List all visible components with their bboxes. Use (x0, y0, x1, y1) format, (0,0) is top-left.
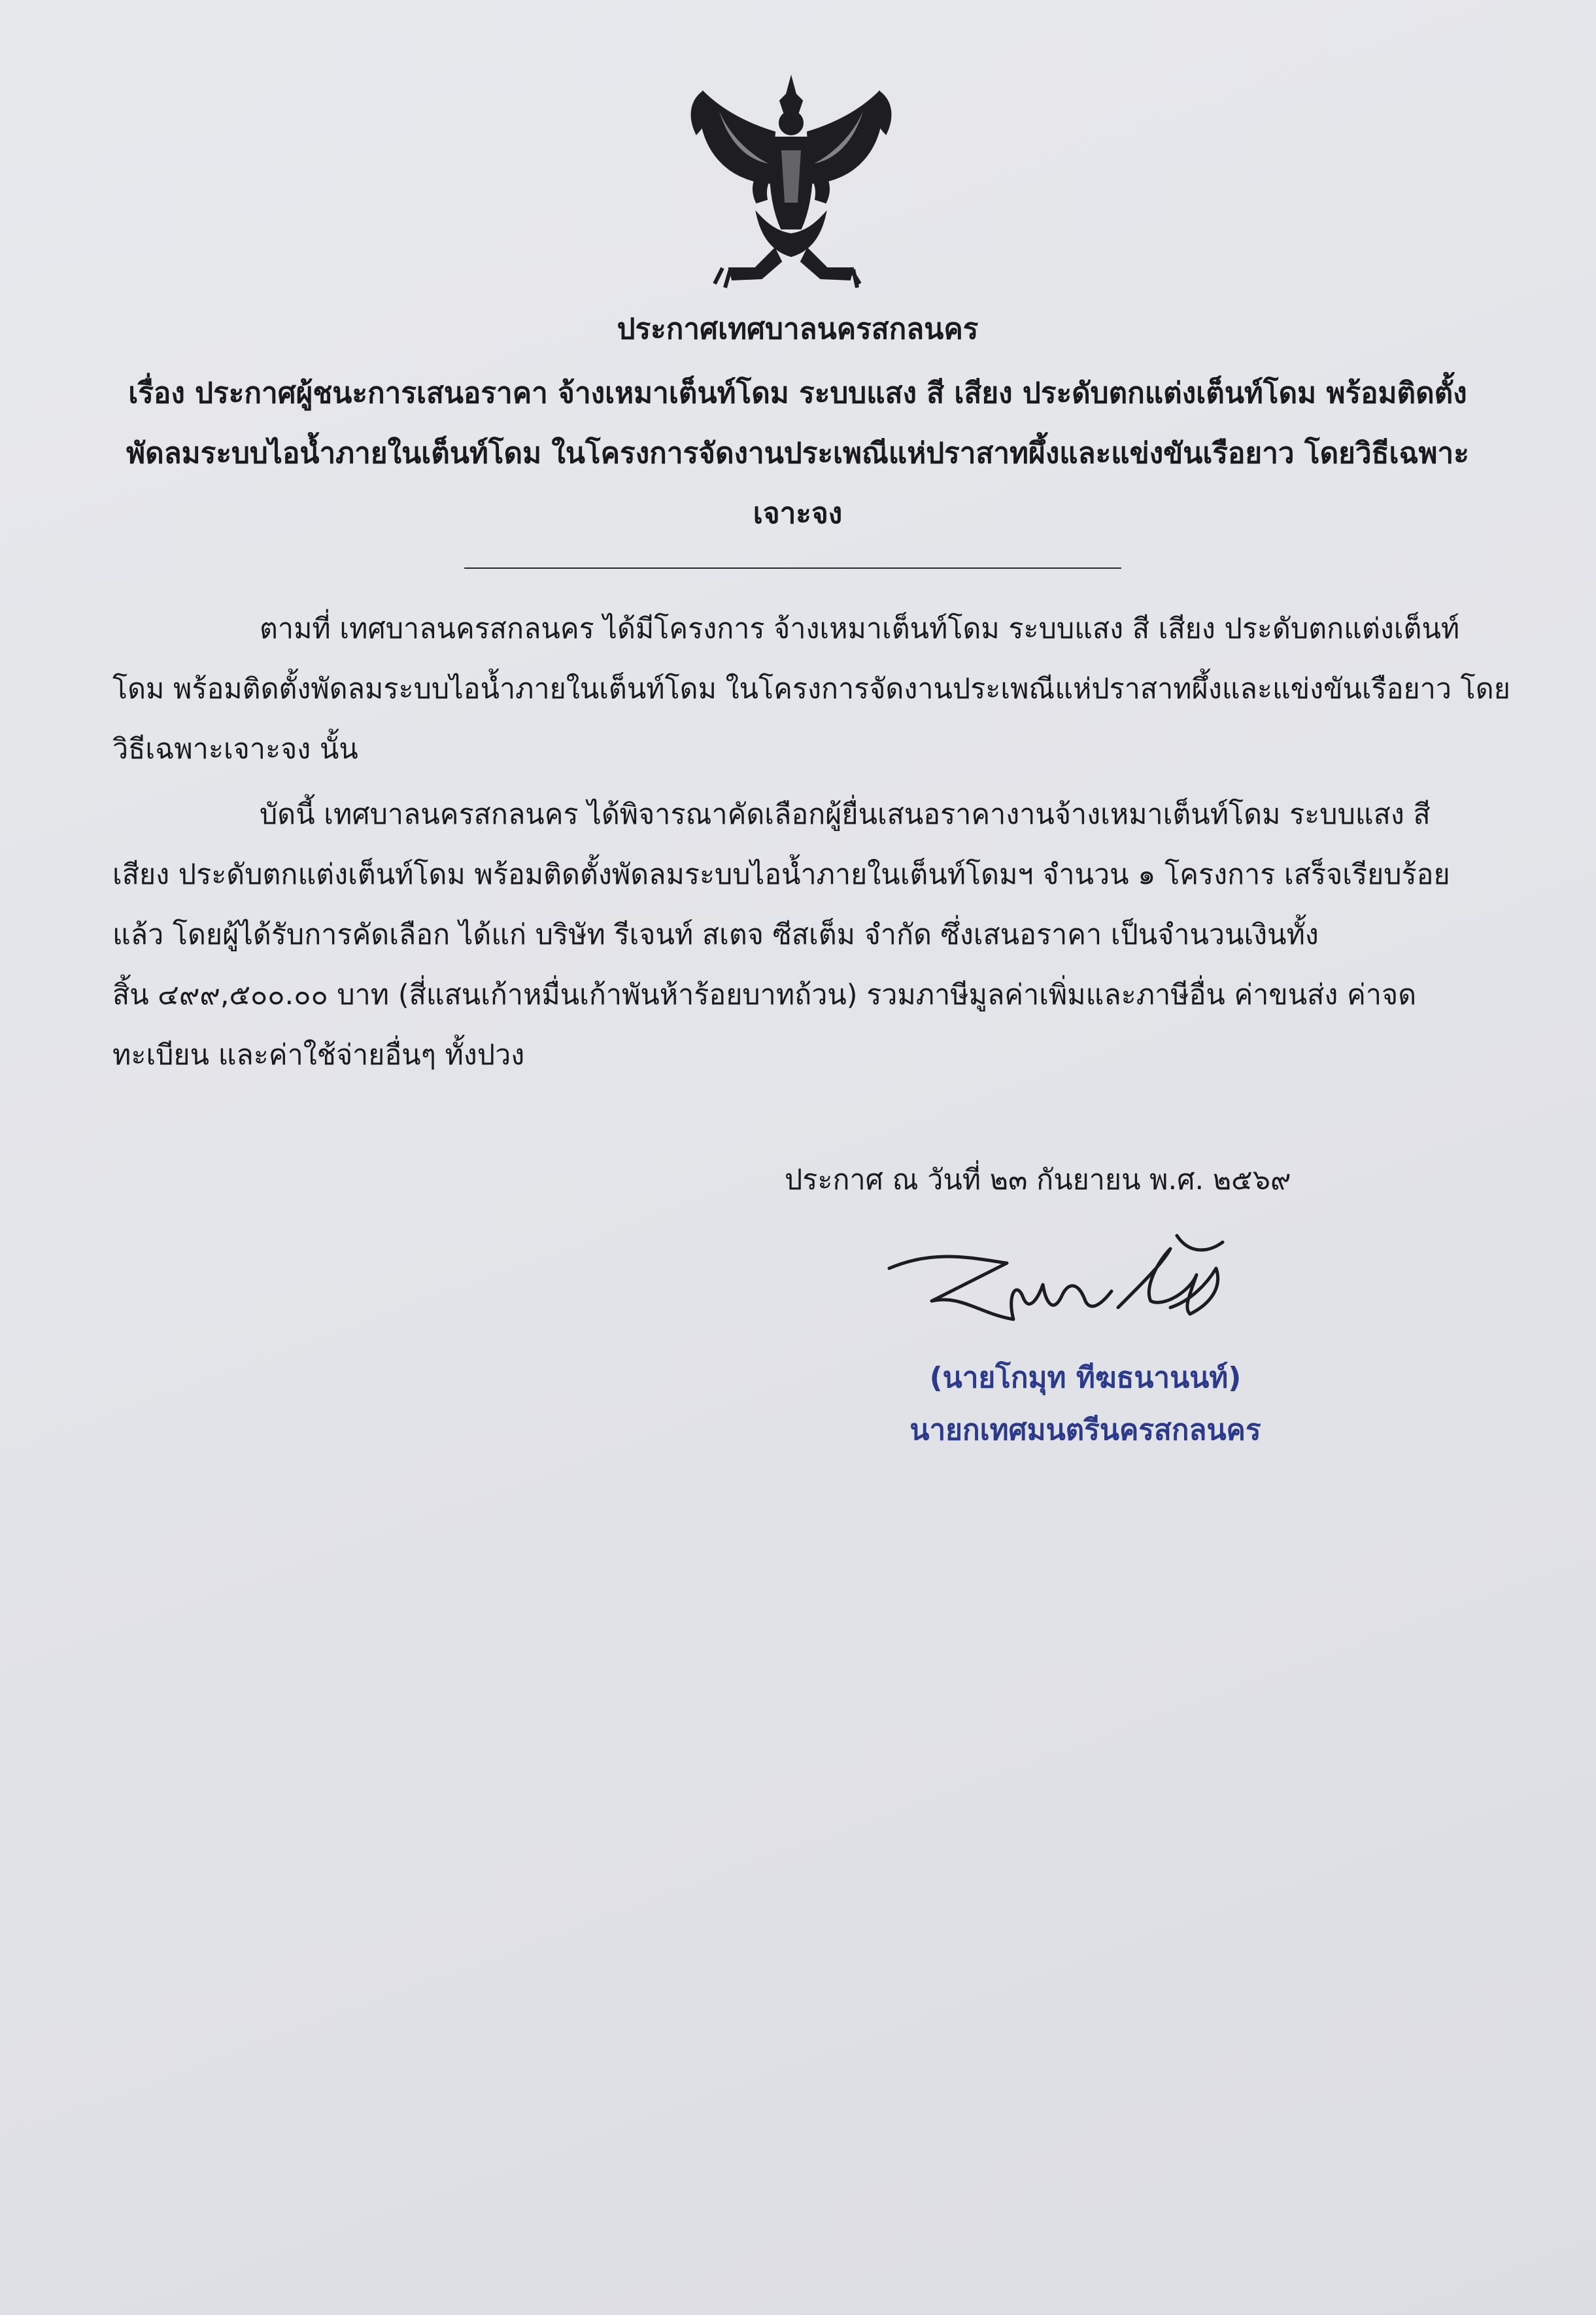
signer-name: (นายโกมุท ทีฆธนานนท์) (929, 1361, 1242, 1394)
announcement-date: ประกาศ ณ วันที่ ๒๓ กันยายน พ.ศ. ๒๕๖๙ (785, 1164, 1291, 1196)
issuing-authority: ประกาศเทศบาลนครสกลนคร (617, 313, 979, 346)
body-line: ทะเบียน และค่าใช้จ่ายอื่นๆ ทั้งปวง (112, 1039, 525, 1072)
garuda-emblem-icon (683, 72, 899, 294)
signer-title: นายกเทศมนตรีนครสกลนคร (909, 1413, 1261, 1447)
paragraph-award (112, 785, 1499, 1085)
subject-line: เจาะจง (753, 497, 843, 530)
subject-line: พัดลมระบบไอน้ำภายในเต็นท์โดม ในโครงการจัดงานประเพณีแห่ปราสาทผึ้งและแข่งขันเรือยาว โดยวิธีเฉพาะ (126, 437, 1469, 470)
body-line: โดม พร้อมติดตั้งพัดลมระบบไอน้ำภายในเต็นท์โดม ในโครงการจัดงานประเพณีแห่ปราสาทผึ้งและแข่งขันเรือยาว โดย (112, 673, 1510, 705)
subject-heading (105, 363, 1491, 544)
body-line: เสียง ประดับตกแต่งเต็นท์โดม พร้อมติดตั้งพัดลมระบบไอน้ำภายในเต็นท์โดมฯ จำนวน ๑ โครงการ เสร็จเรียบร้อย (112, 858, 1450, 891)
body-line: วิธีเฉพาะเจาะจง นั้น (112, 733, 358, 766)
handwritten-signature-icon (883, 1223, 1249, 1340)
body-line: แล้ว โดยผู้ได้รับการคัดเลือก ได้แก่ บริษัท รีเจนท์ สเตจ ซีสเต็ม จำกัด ซึ่งเสนอราคา เป็นจำนวนเงินทั้ง (112, 919, 1319, 951)
body-line: ตามที่ เทศบาลนครสกลนคร ได้มีโครงการ จ้างเหมาเต็นท์โดม ระบบแสง สี เสียง ประดับตกแต่งเต็นท์ (260, 613, 1460, 645)
separator-rule (464, 567, 1121, 569)
paragraph-background (112, 599, 1510, 779)
body-line: สิ้น ๔๙๙,๕๐๐.๐๐ บาท (สี่แสนเก้าหมื่นเก้าพันห้าร้อยบาทถ้วน) รวมภาษีมูลค่าเพิ่มและภาษีอื่น ค่าขนส่ง ค่าจด (112, 979, 1417, 1011)
body-line: บัดนี้ เทศบาลนครสกลนคร ได้พิจารณาคัดเลือกผู้ยื่นเสนอราคางานจ้างเหมาเต็นท์โดม ระบบแสง สี (260, 798, 1431, 831)
subject-line: เรื่อง ประกาศผู้ชนะการเสนอราคา จ้างเหมาเต็นท์โดม ระบบแสง สี เสียง ประดับตกแต่งเต็นท์โดม พร้อมติดตั้ง (128, 377, 1467, 410)
